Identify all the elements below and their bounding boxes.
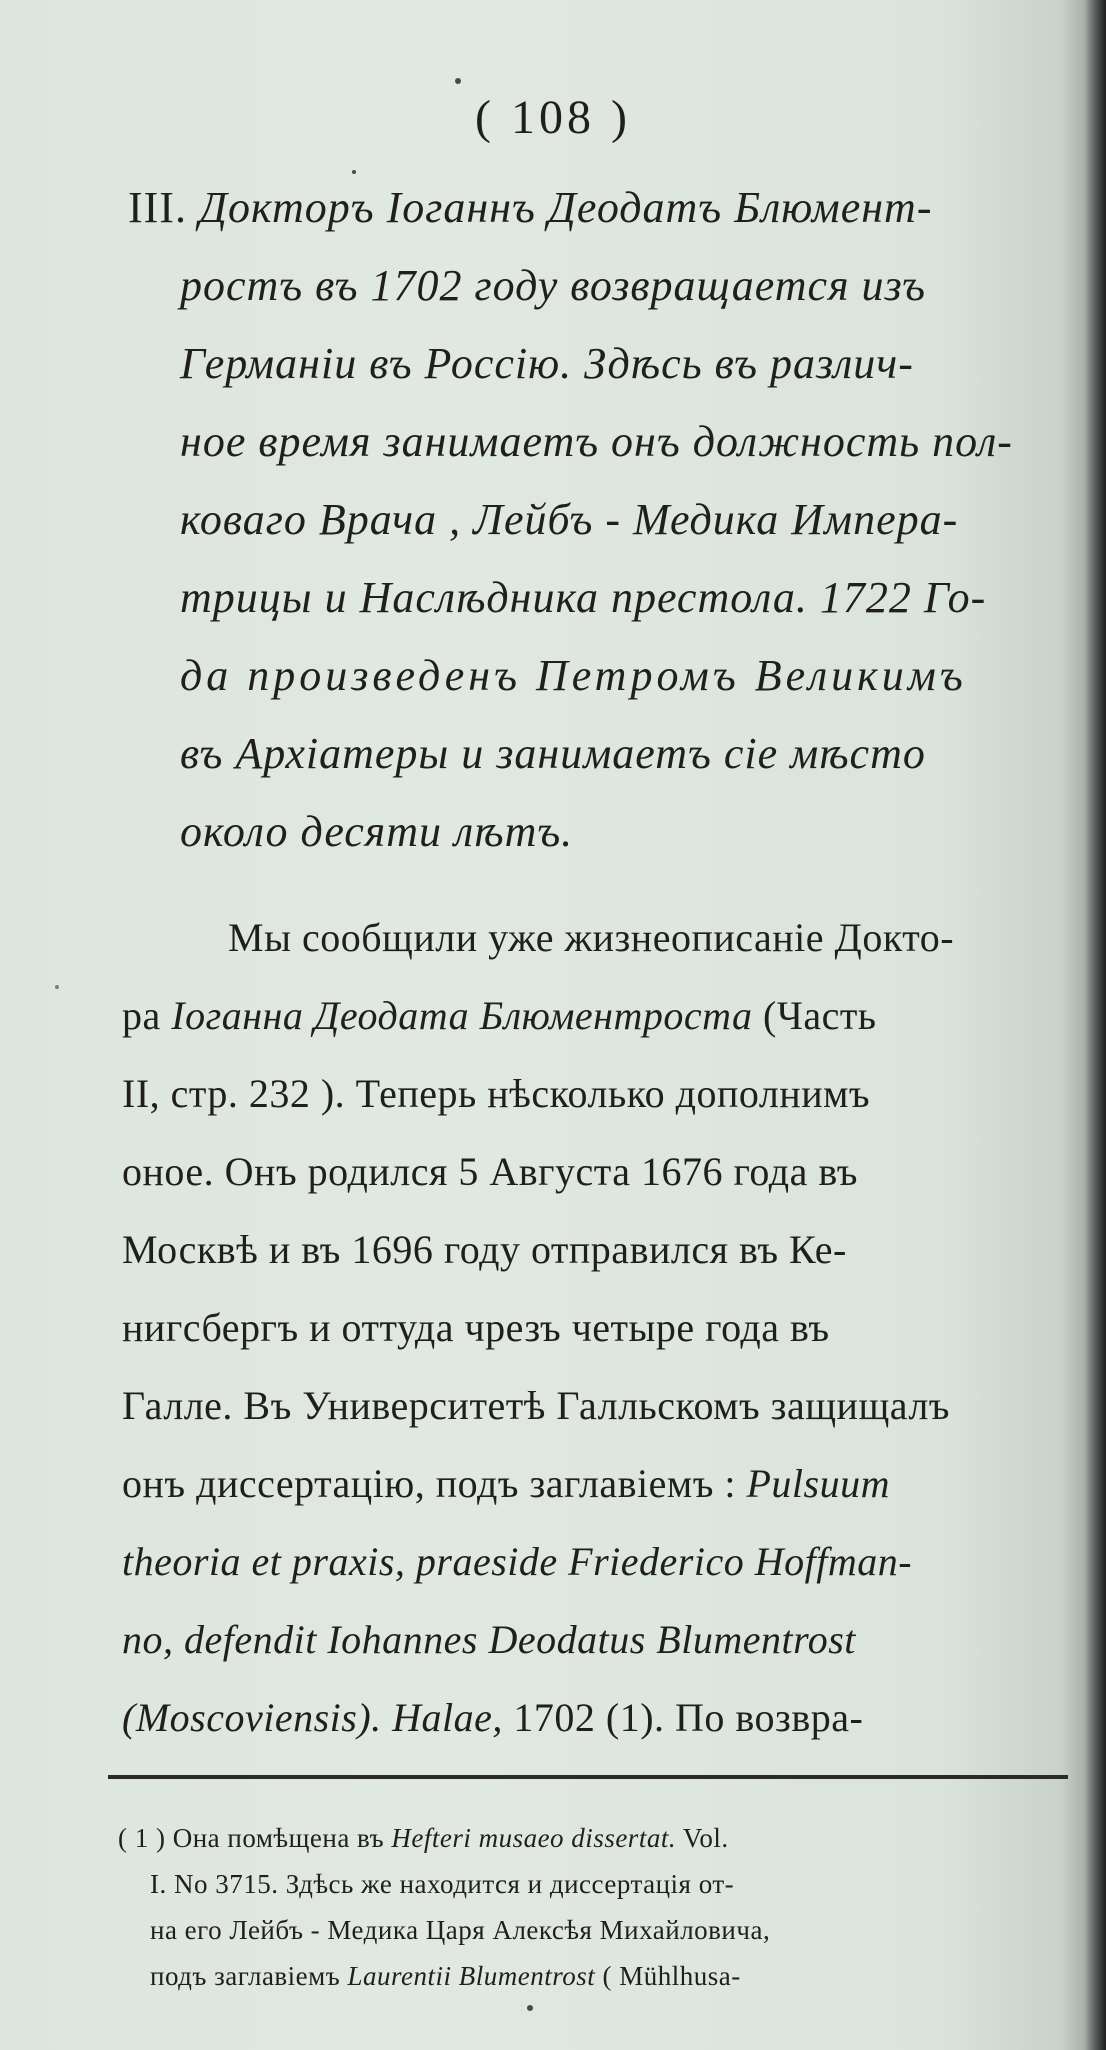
entry-line-4: ное время занимаетъ онъ должность пол- [180,417,1013,466]
ink-speck [527,2005,533,2011]
entry-numeral: III. [128,183,187,232]
body-line-11 [122,1688,863,1748]
entry-line-7: да произведенъ Петромъ Великимъ [180,651,967,700]
entry-line-5: коваго Врача , Лейбъ - Медика Импера- [180,495,959,544]
ink-speck [352,170,356,174]
entry-line-2: ростъ въ 1702 году возвращается изъ [180,261,926,310]
body-line-3: II, стр. 232 ). Теперь нѣсколько дополнимъ [122,1071,871,1116]
body-line-10: no, defendit Iohannes Deodatus Blumentrost [122,1617,856,1662]
footnote-line-2: I. No 3715. Здѣсь же находится и диссертація от- [150,1869,735,1899]
footnote-rule [108,1775,1068,1779]
footnote-line-1-italic: Hefteri musaeo dissertat. [391,1823,677,1853]
footnote-line-4 [150,1956,741,1996]
body-line-4: оное. Онъ родился 5 Августа 1676 года въ [122,1149,858,1194]
ink-speck [55,985,59,989]
body-line-8-italic: Pulsuum [746,1461,890,1506]
body-line-1: Мы сообщили уже жизнеописаніе Докто- [228,915,955,960]
footnote-line-1-post: Vol. [676,1823,729,1853]
body-line-2-post: (Часть [752,993,877,1038]
body-line-11-post: 1702 (1). По возвра- [502,1695,864,1740]
entry-line-1 [128,178,932,238]
body-line-2-italic: Іоганна Деодата Блюментроста [171,993,753,1038]
entry-text: Докторъ Іоганнъ Деодатъ Блюмент- [198,183,933,232]
body-line-6: нигсбергъ и оттуда чрезъ четыре года въ [122,1305,830,1350]
page-edge-shadow [1084,0,1106,2050]
body-line-8 [122,1454,890,1514]
entry-line-8: въ Архіатеры и занимаетъ сіе мѣсто [180,729,926,778]
body-line-2-pre: ра [122,993,172,1038]
body-line-2 [122,986,877,1046]
page-number: ( 108 ) [475,91,631,144]
body-line-11-italic: (Moscoviensis). Halae, [122,1695,503,1740]
footnote-line-4-pre: подъ заглавіемъ [150,1961,348,1991]
footnote-line-1 [118,1818,729,1858]
body-line-8-pre: онъ диссертацію, подъ заглавіемъ : [122,1461,747,1506]
body-line-7: Галле. Въ Университетѣ Галльскомъ защищалъ [122,1383,950,1428]
entry-line-6: трицы и Наслѣдника престола. 1722 Го- [180,573,987,622]
ink-speck [455,78,461,84]
body-line-5: Москвѣ и въ 1696 году отправился въ Ке- [122,1227,847,1272]
footnote-line-4-italic: Laurentii Blumentrost [347,1961,596,1991]
body-line-9: theoria et praxis, praeside Friederico Hoffman- [122,1539,913,1584]
footnote-line-4-post: ( Mühlhusa- [595,1961,741,1991]
entry-line-9: около десяти лѣтъ. [180,807,574,856]
footnote-line-1-pre: ( 1 ) Она помѣщена въ [118,1823,392,1853]
entry-line-3: Германіи въ Россію. Здѣсь въ различ- [180,339,914,388]
footnote-line-3: на его Лейбъ - Медика Царя Алексѣя Михайловича, [150,1915,771,1945]
